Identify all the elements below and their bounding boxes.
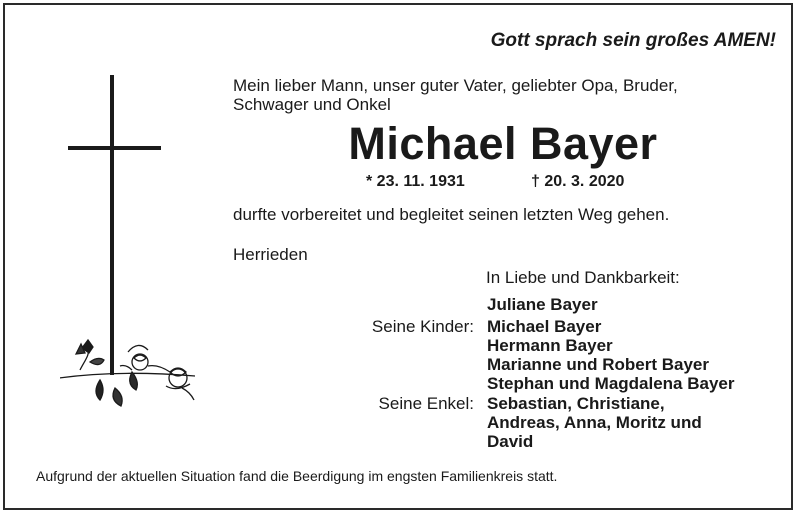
cross-icon [60,70,210,420]
deceased-name: Michael Bayer [348,118,658,169]
cross-with-roses-illustration [60,70,210,425]
intro-text [233,76,753,114]
list-item: Hermann Bayer [487,336,613,355]
death-date: † 20. 3. 2020 [531,173,625,190]
grandchildren-label: Seine Enkel: [378,394,474,413]
children-label: Seine Kinder: [371,317,474,336]
list-item: Michael Bayer [487,317,602,336]
list-item: Stephan und Magdalena Bayer [487,374,735,393]
list-item: Andreas, Anna, Moritz und [487,413,702,432]
birth-date: * 23. 11. 1931 [366,173,465,190]
motto: Gott sprach sein großes AMEN! [490,30,776,51]
list-item: Sebastian, Christiane, [487,394,665,413]
spouse-name: Juliane Bayer [487,295,598,314]
list-item: David [487,432,534,451]
intro-line-1: Mein lieber Mann, unser guter Vater, geliebter Opa, Bruder, [233,76,678,95]
body-text: durfte vorbereitet und begleitet seinen letzten Weg gehen. [233,205,670,224]
roses-icon [60,340,195,406]
grandchildren-list [487,394,702,451]
intro-line-2: Schwager und Onkel [233,95,391,114]
footer-note: Aufgrund der aktuellen Situation fand die Beerdigung im engsten Familienkreis statt. [36,468,558,484]
list-item: Marianne und Robert Bayer [487,355,709,374]
place: Herrieden [233,245,308,264]
children-list [487,317,735,393]
thanks-line: In Liebe und Dankbarkeit: [486,268,680,287]
